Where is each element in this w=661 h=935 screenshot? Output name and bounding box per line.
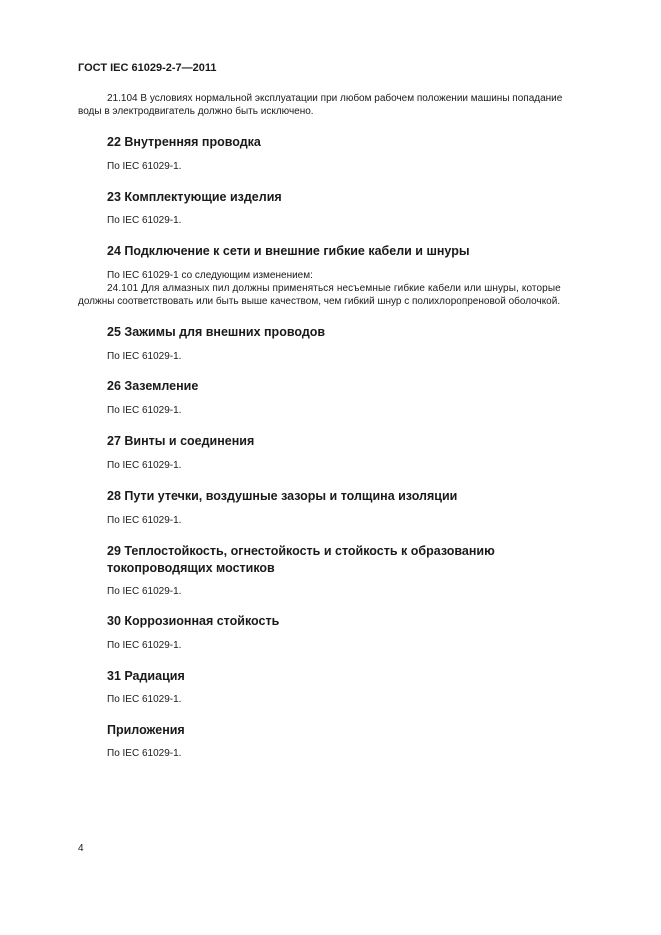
section-31-body: По IEC 61029-1.: [107, 694, 182, 705]
section-24-title: 24 Подключение к сети и внешние гибкие кабели и шнуры: [107, 244, 470, 258]
appendices-title: Приложения: [107, 723, 185, 737]
section-28-body: По IEC 61029-1.: [107, 515, 182, 526]
section-27-title: 27 Винты и соединения: [107, 434, 255, 448]
section-27-body: По IEC 61029-1.: [107, 460, 182, 471]
section-30-body: По IEC 61029-1.: [107, 640, 182, 651]
section-22-body: По IEC 61029-1.: [107, 161, 182, 172]
section-29-body: По IEC 61029-1.: [107, 586, 182, 597]
section-29-title-line2: токопроводящих мостиков: [107, 561, 275, 575]
appendices-body: По IEC 61029-1.: [107, 748, 182, 759]
clause-24-101-line2: должны соответствовать или быть выше качеством, чем гибкий шнур с полихлоропреновой оболочкой.: [78, 296, 561, 307]
section-22-title: 22 Внутренняя проводка: [107, 135, 261, 149]
clause-24-101-line1: 24.101 Для алмазных пил должны применяться несъемные гибкие кабели или шнуры, которые: [107, 283, 561, 294]
section-23-body: По IEC 61029-1.: [107, 215, 182, 226]
section-26-body: По IEC 61029-1.: [107, 405, 182, 416]
section-26-title: 26 Заземление: [107, 379, 199, 393]
section-25-title: 25 Зажимы для внешних проводов: [107, 325, 326, 339]
section-31-title: 31 Радиация: [107, 669, 185, 683]
section-24-body: По IEC 61029-1 со следующим изменением:: [107, 270, 313, 281]
document-header: ГОСТ IEC 61029-2-7—2011: [78, 62, 217, 74]
clause-21-104-line1: 21.104 В условиях нормальной эксплуатации при любом рабочем положении машины попадание: [107, 93, 563, 104]
section-23-title: 23 Комплектующие изделия: [107, 190, 282, 204]
section-25-body: По IEC 61029-1.: [107, 351, 182, 362]
page-number: 4: [78, 843, 84, 854]
section-30-title: 30 Коррозионная стойкость: [107, 614, 280, 628]
section-28-title: 28 Пути утечки, воздушные зазоры и толщина изоляции: [107, 489, 458, 503]
clause-21-104-line2: воды в электродвигатель должно быть исключено.: [78, 106, 314, 117]
section-29-title-line1: 29 Теплостойкость, огнестойкость и стойкость к образованию: [107, 544, 495, 558]
